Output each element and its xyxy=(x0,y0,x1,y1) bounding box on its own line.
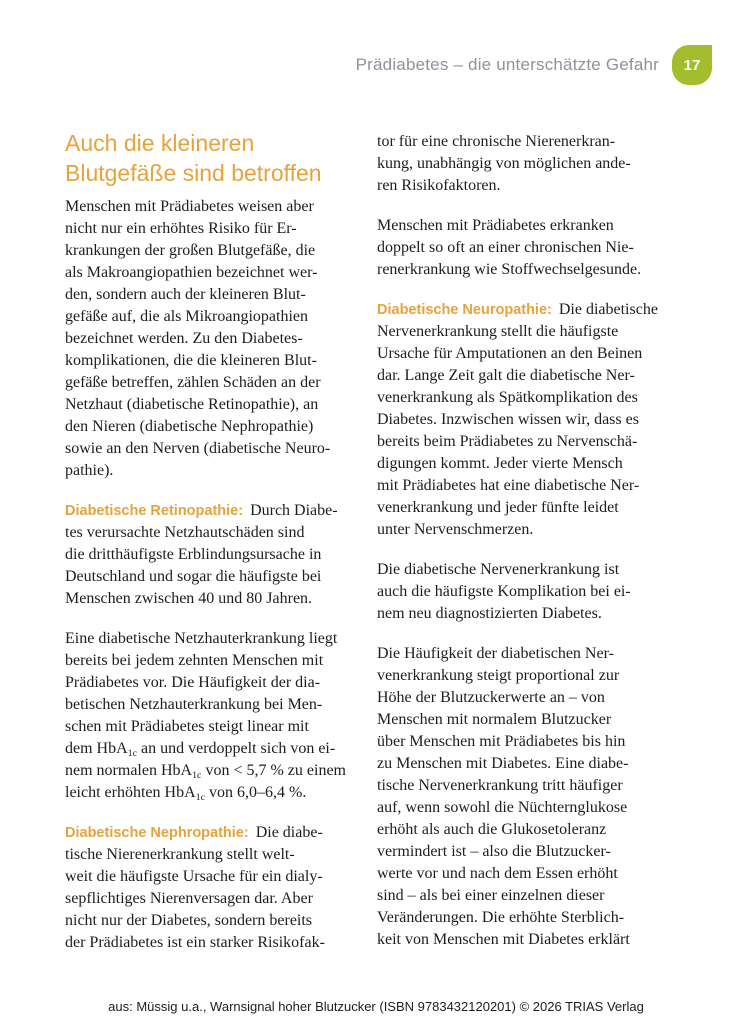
subscript: 1c xyxy=(192,769,202,781)
run-in-heading: Diabetische Retinopathie: xyxy=(65,503,244,519)
paragraph: Die Häufigkeit der diabetischen Ner- venerkrankung steigt proportional zur Höhe der Blutzuckerwerte an – von Menschen mit normalem Blutzucker über Menschen mit Prädiabetes bis hin zu Menschen mit Diabetes. Eine diabe- tische Nervenerkrankung tritt häufiger auf, wenn sowohl die Nüchternglukose erhöht als auch die Glukosetoleranz vermindert ist – also die Blutzucker- werte vor und nach dem Essen erhöht sind – als bei einer einzelnen dieser Veränderungen. Die erhöhte Sterblich- keit von Menschen mit Diabetes erklärt xyxy=(377,645,630,948)
paragraph: Eine diabetische Netzhauterkrankung liegt bereits bei jedem zehnten Menschen mit Prädiabetes vor. Die Häufigkeit der dia- betischen Netzhauterkrankung bei Men- schen mit Prädiabetes steigt linear mit dem HbA$_{1c}$ an und verdoppelt sich von ei- nem normalen HbA$_{1c}$ von < 5,7 % zu einem leicht erhöhten HbA$_{1c}$ von 6,0–6,4 %. xyxy=(65,630,346,803)
credit-line: aus: Müssig u.a., Warnsignal hoher Blutzucker (ISBN 9783432120201) © 2026 TRIAS Verlag xyxy=(108,999,644,1014)
running-head-title: Prädiabetes – die unterschätzte Gefahr xyxy=(355,55,659,74)
section-heading: Auch die kleineren Blutgefäße sind betroffen xyxy=(65,130,322,186)
subscript: 1c xyxy=(195,791,205,803)
run-in-heading: Diabetische Neuropathie: xyxy=(377,302,552,318)
subscript: 1c xyxy=(127,747,138,759)
paragraph: Diabetische Retinopathie: Durch Diabe- tes verursachte Netzhautschäden sind die dritthäufigste Erblindungsursache in Deutschland und sogar die häufigste bei Menschen zwischen 40 und 80 Jahren. xyxy=(65,502,338,607)
run-in-heading: Diabetische Nephropathie: xyxy=(65,825,249,841)
paragraph: Die diabetische Nervenerkrankung ist auch die häufigste Komplikation bei ei- nem neu diagnostizierten Diabetes. xyxy=(377,561,631,622)
paragraph: Diabetische Nephropathie: Die diabe- tische Nierenerkrankung stellt welt- weit die häufigste Ursache für ein dialy- sepflichtiges Nierenversagen dar. Aber nicht nur der Diabetes, sondern bereits der Prädiabetes ist ein starker Risikofak- xyxy=(65,824,325,951)
page-number: 17 xyxy=(683,56,701,74)
paragraph: tor für eine chronische Nierenerkran- kung, unabhängig von möglichen ande- ren Risikofaktoren. xyxy=(377,133,631,194)
column-right xyxy=(377,131,679,969)
paragraph: Menschen mit Prädiabetes erkranken doppelt so oft an einer chronischen Nie- renerkrankung wie Stoffwechselgesunde. xyxy=(377,217,642,278)
column-left xyxy=(65,128,367,972)
page-number-badge xyxy=(672,45,712,85)
paragraph: Diabetische Neuropathie: Die diabetische Nervenerkrankung stellt die häufigste Ursache für Amputationen an den Beinen dar. Lange Zeit galt die diabetische Ner- venerkrankung als Spätkomplikation des Diabetes. Inzwischen wissen wir, dass es bereits beim Prädiabetes zu Nervenschä- digungen kommt. Jeder vierte Mensch mit Prädiabetes hat eine diabetische Ner- venerkrankung und jeder fünfte leidet unter Nervenschmerzen. xyxy=(377,301,658,538)
page-header xyxy=(356,45,712,85)
paragraph: Menschen mit Prädiabetes weisen aber nicht nur ein erhöhtes Risiko für Er- krankungen der großen Blutgefäße, die als Makroangiopathien bezeichnet wer- den, sondern auch der kleineren Blut- gefäße auf, die als Mikroangiopathien bezeichnet werden. Zu den Diabetes- komplikationen, die die kleineren Blut- gefäße betreffen, zählen Schäden an der Netzhaut (diabetische Retinopathie), an den Nieren (diabetische Nephropathie) sowie an den Nerven (diabetische Neuro- pathie). xyxy=(65,198,331,479)
